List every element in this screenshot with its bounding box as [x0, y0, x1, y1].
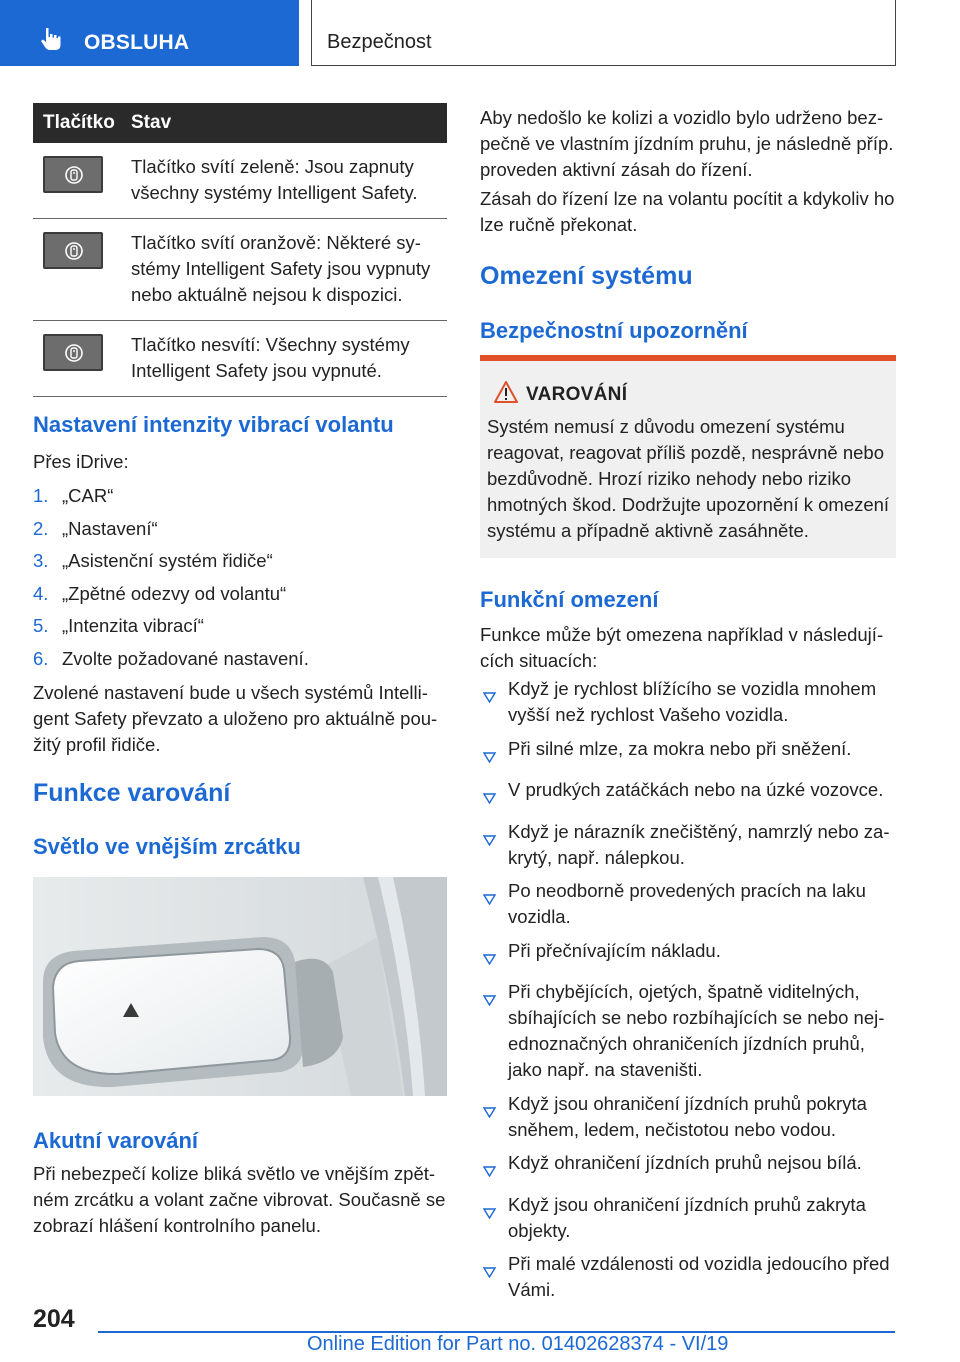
- intelligent-safety-button-icon: [43, 334, 103, 371]
- bullet-triangle-icon: [480, 1192, 508, 1244]
- list-item: Když ohraničení jízdních pruhů nejsou bílá.: [480, 1150, 898, 1184]
- bullet-triangle-icon: [480, 777, 508, 811]
- warning-text: Systém nemusí z důvodu omezení systému reagovat, reagovat příliš pozdě, nesprávně nebo bezdůvodně. Hrozí riziko nehody nebo riziko hmotných škod. Dodržujte upozornění k omezení systému a případně aktivně zasáhněte.: [487, 416, 890, 541]
- vibration-note: Zvolené nastavení bude u všech systémů Intelligent Safety převzato a uloženo pro aktuálně použitý profil řidiče.: [33, 682, 438, 755]
- list-item: Když je rychlost blížícího se vozidla mnohem vyšší než rychlost Vašeho vozidla.: [480, 676, 898, 728]
- table-header: [33, 103, 447, 143]
- bullet-triangle-icon: [480, 736, 508, 770]
- side-mirror-warning-light-icon: [33, 877, 447, 1096]
- chapter-label: OBSLUHA: [84, 31, 190, 54]
- bullet-triangle-icon: [480, 676, 508, 728]
- list-item: 2. „Nastavení“: [33, 517, 158, 539]
- list-item: Když jsou ohraničení jízdních pruhů pokryta sněhem, ledem, nečistotou nebo vodou.: [480, 1091, 898, 1143]
- warning-functions-heading: Funkce varování: [33, 779, 231, 807]
- edition-note: Online Edition for Part no. 01402628374 - VI/19: [307, 1333, 729, 1355]
- list-item: Při přečnívajícím nákladu.: [480, 938, 898, 972]
- vibration-steps: [33, 485, 447, 681]
- bullet-triangle-icon: [480, 1251, 508, 1303]
- page-number: 204: [33, 1305, 75, 1333]
- steering-intro: Aby nedošlo ke kolizi a vozidlo bylo udrženo bezpečně ve vlastním jízdním pruhu, je následně příp. proveden aktivní zásah do řízení.: [480, 107, 894, 180]
- warning-triangle-icon: [494, 381, 518, 403]
- limits-list: [480, 676, 898, 1311]
- list-item: 3. „Asistenční systém řidiče“: [33, 550, 273, 572]
- acute-warning-text: Při nebezpečí kolize bliká světlo ve vnějším zpětném zrcátku a volant začne vibrovat. Současně se zobrazí hlášení kontrolního panelu.: [33, 1163, 446, 1236]
- list-item: 5. „Intenzita vibrací“: [33, 615, 204, 637]
- vibration-intro: Přes iDrive:: [33, 451, 129, 472]
- section-label: Bezpečnost: [327, 31, 432, 53]
- list-item: 1. „CAR“: [33, 485, 114, 506]
- bullet-triangle-icon: [480, 878, 508, 930]
- list-item: 6. Zvolte požadované nastavení.: [33, 647, 309, 669]
- system-limits-heading: Omezení systému: [480, 262, 693, 290]
- hand-pointer-icon: [38, 26, 64, 52]
- table-row: [33, 143, 447, 219]
- list-item: Při malé vzdálenosti od vozidla jedoucího před Vámi.: [480, 1251, 898, 1303]
- table-row: [33, 321, 447, 397]
- list-item: V prudkých zatáčkách nebo na úzké vozovce.: [480, 777, 898, 811]
- intelligent-safety-button-icon: [43, 232, 103, 269]
- bullet-triangle-icon: [480, 938, 508, 972]
- steering-intro-2: Zásah do řízení lze na volantu pocítit a kdykoliv ho lze ručně překonat.: [480, 188, 895, 235]
- bullet-triangle-icon: [480, 1150, 508, 1184]
- row-state-text: Tlačítko svítí oranžově: Některé systémy Intelligent Safety jsou vypnuty nebo aktuálně nejsou k dispozici.: [131, 232, 431, 305]
- section-header: [311, 0, 896, 66]
- bullet-triangle-icon: [480, 819, 508, 871]
- warning-box: [480, 361, 896, 558]
- acute-warning-heading: Akutní varování: [33, 1128, 199, 1153]
- list-item: Po neodborně provedených pracích na laku vozidla.: [480, 878, 898, 930]
- col-state-header: Stav: [131, 112, 172, 133]
- mirror-light-heading: Světlo ve vnějším zrcátku: [33, 834, 301, 859]
- warning-title: VAROVÁNÍ: [526, 384, 628, 405]
- list-item: Když je nárazník znečištěný, namrzlý nebo zakrytý, např. nálepkou.: [480, 819, 898, 871]
- col-button-header: Tlačítko: [43, 112, 115, 133]
- status-table: [33, 103, 447, 397]
- vibration-heading: Nastavení intenzity vibrací volantu: [33, 412, 394, 437]
- list-item: Při chybějících, ojetých, špatně viditelných, sbíhajících se nebo rozbíhajících se nebo nejednoznačných ohraničeních jízdních pruhů, jako např. na staveništi.: [480, 979, 898, 1083]
- list-item: Při silné mlze, za mokra nebo při sněžení.: [480, 736, 898, 770]
- functional-limits-intro: Funkce může být omezena například v následujících situacích:: [480, 624, 884, 671]
- row-state-text: Tlačítko nesvítí: Všechny systémy Intelligent Safety jsou vypnuté.: [131, 334, 410, 381]
- chapter-tab[interactable]: [0, 0, 299, 66]
- safety-notes-heading: Bezpečnostní upozornění: [480, 318, 748, 343]
- table-row: [33, 219, 447, 321]
- bullet-triangle-icon: [480, 1091, 508, 1143]
- row-state-text: Tlačítko svítí zeleně: Jsou zapnuty všechny systémy Intelligent Safety.: [131, 156, 418, 203]
- list-item: Když jsou ohraničení jízdních pruhů zakryta objekty.: [480, 1192, 898, 1244]
- bullet-triangle-icon: [480, 979, 508, 1083]
- list-item: 4. „Zpětné odezvy od volantu“: [33, 582, 287, 604]
- functional-limits-heading: Funkční omezení: [480, 587, 659, 612]
- intelligent-safety-button-icon: [43, 156, 103, 193]
